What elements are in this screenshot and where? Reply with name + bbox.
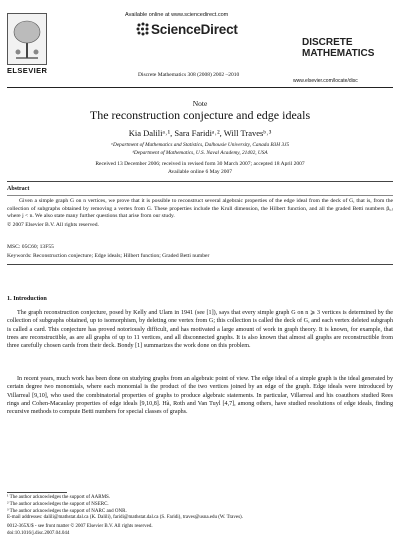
- abstract-heading-divider: [7, 195, 393, 196]
- doi-link[interactable]: doi:10.1016/j.disc.2007.04.044: [7, 531, 70, 536]
- footnote-3: ³ The author acknowledges the support of NARC and ONR.: [7, 509, 127, 514]
- journal-title-line2: MATHEMATICS: [302, 47, 375, 59]
- available-online-text: Available online at www.sciencedirect.com: [125, 12, 229, 18]
- header-divider: [7, 87, 393, 88]
- abstract-copyright: © 2007 Elsevier B.V. All rights reserved.: [7, 222, 99, 228]
- author-list: Kia Daliliᵃ˒¹, Sara Faridiᵃ˒², Will Travesᵇ˒³: [128, 128, 272, 138]
- journal-title: [302, 38, 374, 59]
- abstract-body: Given a simple graph G on n vertices, we prove that it is possible to reconstruct several algebraic properties of the edge ideal from the deck of G, that is, from the collection of subgraphs obtained by removing a vertex from G. These properties include the Krull dimension, the Hilbert function, and all the graded Betti numbers βᵢ,ⱼ where j < n. We also state many further questions that arise from our study.: [7, 198, 393, 219]
- footnote-1: ¹ The author acknowledges the support of AARMS.: [7, 495, 111, 500]
- article-type-label: Note: [192, 99, 208, 108]
- intro-paragraph-1: The graph reconstruction conjecture, posed by Kelly and Ulam in 1941 (see [1]), says that every simple graph G on n ⩾ 3 vertices is determined by the collection of subgraphs obtained, up to isomorphism, by deleting one vertex from G; this collection is called the deck of G, and each vertex deleted subgraph is called a card. This conjecture has proved notoriously difficult, and has motivated a large amount of work in graph theory. It is known, for example, that trees are reconstructible, as are all graphs of up to 11 vertices, and all disconnected graphs. It is also known that almost all graphs are reconstructible from three carefully chosen cards from their deck. Bondy [1] summarizes the work done on this problem.: [7, 310, 393, 350]
- affiliation-a: ᵃDepartment of Mathematics and Statistics, Dalhousie University, Canada B3H 3J5: [110, 142, 290, 148]
- journal-title-line1: DISCRETE: [302, 37, 353, 48]
- footnote-divider: [7, 492, 67, 493]
- elsevier-tree-logo-icon: [7, 13, 47, 65]
- journal-url-link[interactable]: www.elsevier.com/locate/disc: [293, 78, 358, 84]
- article-title: The reconstruction conjecture and edge ideals: [89, 108, 311, 122]
- intro-paragraph-2: In recent years, much work has been done on studying graphs from an algebraic point of view. The edge ideal of a simple graph is the ideal generated by certain degree two monomials, where each monomial is the product of the two vertices joined by an edge of the graph. Edge ideals were introduced by Villarreal [9,10], who used the combinatorial properties of graphs to produce algebraic statements. In particular, Villarreal and his coauthors studied Rees rings and Cohen-Macaulay properties of edge ideals [9,10,8]. Hà, Roth and Van Tuyl [4,7], among others, have studied resolutions of edge ideals, finding recursive methods to compute Betti numbers for special classes of graphs.: [7, 376, 393, 416]
- received-dates: Received 13 December 2006; received in revised form 30 March 2007; accepted 18 April 2007: [95, 161, 305, 167]
- abstract-top-divider: [7, 181, 393, 182]
- msc-classification: MSC: 05C60; 13F55: [7, 244, 54, 250]
- abstract-heading: Abstract: [7, 186, 30, 192]
- footnote-2: ² The author acknowledges the support of NSERC.: [7, 502, 109, 507]
- issn-copyright: 0012-365X/$ - see front matter © 2007 Elsevier B.V. All rights reserved.: [7, 524, 153, 529]
- abstract-bottom-divider: [7, 264, 393, 265]
- section-heading-introduction: 1. Introduction: [7, 295, 47, 302]
- available-online-date: Available online 6 May 2007: [167, 169, 233, 175]
- affiliation-b: ᵇDepartment of Mathematics, U.S. Naval Academy, 21402, USA: [132, 150, 268, 156]
- elsevier-wordmark: ELSEVIER: [7, 66, 48, 75]
- sciencedirect-logo: ScienceDirect: [151, 22, 238, 37]
- keywords: Keywords: Reconstruction conjecture; Edge ideals; Hilbert function; Graded Betti number: [7, 253, 210, 259]
- journal-citation: Discrete Mathematics 308 (2008) 2002 –2010: [138, 72, 240, 78]
- sciencedirect-mark-icon: [136, 22, 149, 36]
- email-addresses: E-mail addresses: dalili@mathstat.dal.ca (K. Dalili), faridi@mathstat.dal.ca (S. Faridi), traves@usna.edu (W. Traves).: [7, 515, 243, 520]
